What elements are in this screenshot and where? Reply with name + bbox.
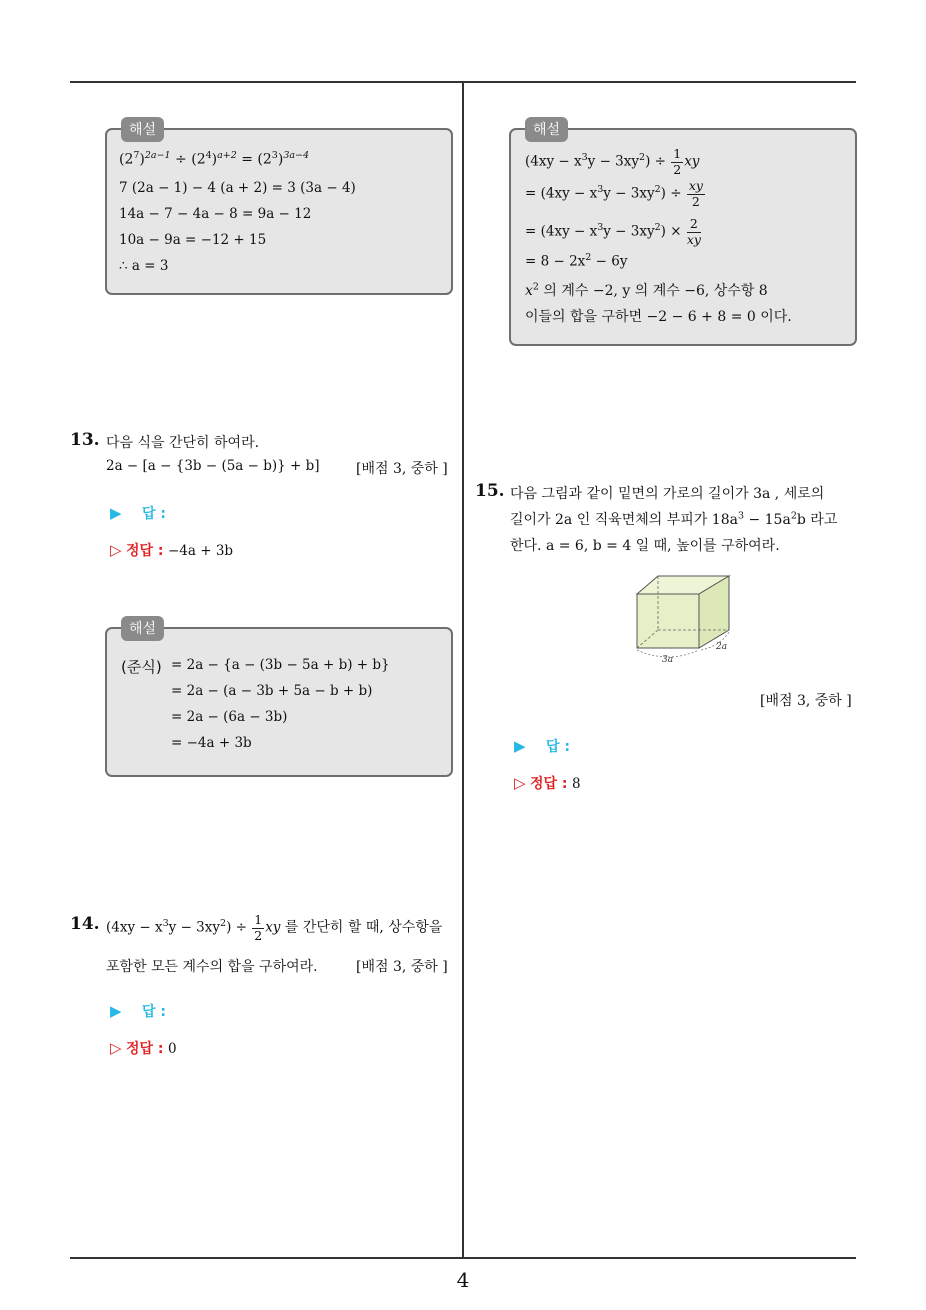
cuboid-figure (628, 570, 744, 666)
solution-line: = −4a + 3b (171, 735, 252, 751)
bottom-rule (70, 1257, 856, 1259)
solution-line: = $(4xy - x^3y - 3xy^2)$ × $\frac{2}{xy}$ (525, 216, 701, 247)
key-row (110, 1038, 177, 1058)
question-expression: 2a − [a − {3b − (5a − b)} + b] (106, 458, 320, 474)
solution-line: = $8 - 2x^2 - 6y$ (525, 252, 628, 270)
key-label: 정답 : (126, 1041, 164, 1057)
score-label: [배점 3, 중하 ] (356, 461, 448, 477)
answer-row (110, 503, 166, 523)
score-label: [배점 3, 중하 ] (760, 693, 852, 709)
solution-tag: 해설 (525, 117, 568, 142)
key-row (110, 540, 233, 560)
question-line: 한다. a = 6, b = 4 일 때, 높이를 구하여라. (510, 538, 780, 554)
question-line: 길이가 2a 인 직육면체의 부피가 $18a^3 - 15a^2b$ 라고 (510, 510, 838, 528)
outline-arrow-icon: ▷ (110, 1039, 122, 1057)
solution-line: $x^2$ 의 계수 −2, y 의 계수 −6, 상수항 8 (525, 281, 768, 299)
column-divider (462, 83, 464, 1258)
solution-box-q14 (509, 122, 857, 346)
question-number: 15. (475, 481, 505, 501)
play-arrow-icon: ▶ (514, 737, 526, 755)
outline-arrow-icon: ▷ (110, 541, 122, 559)
solution-line: 이들의 합을 구하면 −2 − 6 + 8 = 0 이다. (525, 309, 792, 325)
answer-row (110, 1001, 166, 1021)
solution-line: 7 (2a − 1) − 4 (a + 2) = 3 (3a − 4) (119, 180, 356, 196)
solution-box-q13 (105, 621, 453, 777)
question-prompt: 다음 식을 간단히 하여라. (106, 435, 260, 451)
solution-line: = 2a − (6a − 3b) (171, 709, 288, 725)
play-arrow-icon: ▶ (110, 1002, 122, 1020)
key-value: −4a + 3b (167, 543, 234, 559)
solution-tag: 해설 (121, 616, 164, 641)
solution-line: = $(4xy - x^3y - 3xy^2)$ ÷ $\frac{xy}{2}$ (525, 178, 703, 209)
solution-line: 14a − 7 − 4a − 8 = 9a − 12 (119, 206, 312, 222)
solution-box-q12 (105, 122, 453, 295)
solution-line: 10a − 9a = −12 + 15 (119, 232, 267, 248)
depth-label: 2a (716, 642, 728, 652)
page-number: 4 (456, 1268, 470, 1292)
key-value: 0 (167, 1041, 177, 1057)
answer-row (514, 736, 570, 756)
question-expression: $(4xy - x^3y - 3xy^2)$ ÷ $\frac{1}{2}$ xy 를 간단히 할 때, 상수항을 (106, 912, 443, 943)
key-row (514, 773, 581, 793)
answer-label: 답 : (142, 506, 166, 522)
solution-line: ∴ a = 3 (119, 258, 169, 274)
question-number: 14. (70, 914, 100, 934)
answer-label: 답 : (546, 739, 570, 755)
solution-line: = 2a − {a − (3b − 5a + b) + b} (171, 657, 390, 673)
key-value: 8 (571, 776, 581, 792)
question-number: 13. (70, 430, 100, 450)
width-label: 3a (662, 655, 674, 665)
play-arrow-icon: ▶ (110, 504, 122, 522)
solution-line: $(4xy - x^3y - 3xy^2)$ ÷ $\frac{1}{2}$ xy (525, 146, 700, 177)
score-label: [배점 3, 중하 ] (356, 959, 448, 975)
question-prompt: 포함한 모든 계수의 합을 구하여라. (106, 959, 318, 975)
solution-prefix: (준식) (121, 658, 162, 676)
key-label: 정답 : (126, 543, 164, 559)
solution-line: $(2^7)^{2a-1} \div (2^4)^{a+2} = (2^3)^{3a-4}$ (119, 150, 310, 168)
outline-arrow-icon: ▷ (514, 774, 526, 792)
answer-label: 답 : (142, 1004, 166, 1020)
question-line: 다음 그림과 같이 밑면의 가로의 길이가 3a , 세로의 (510, 486, 825, 502)
solution-tag: 해설 (121, 117, 164, 142)
key-label: 정답 : (530, 776, 568, 792)
solution-line: = 2a − (a − 3b + 5a − b + b) (171, 683, 373, 699)
